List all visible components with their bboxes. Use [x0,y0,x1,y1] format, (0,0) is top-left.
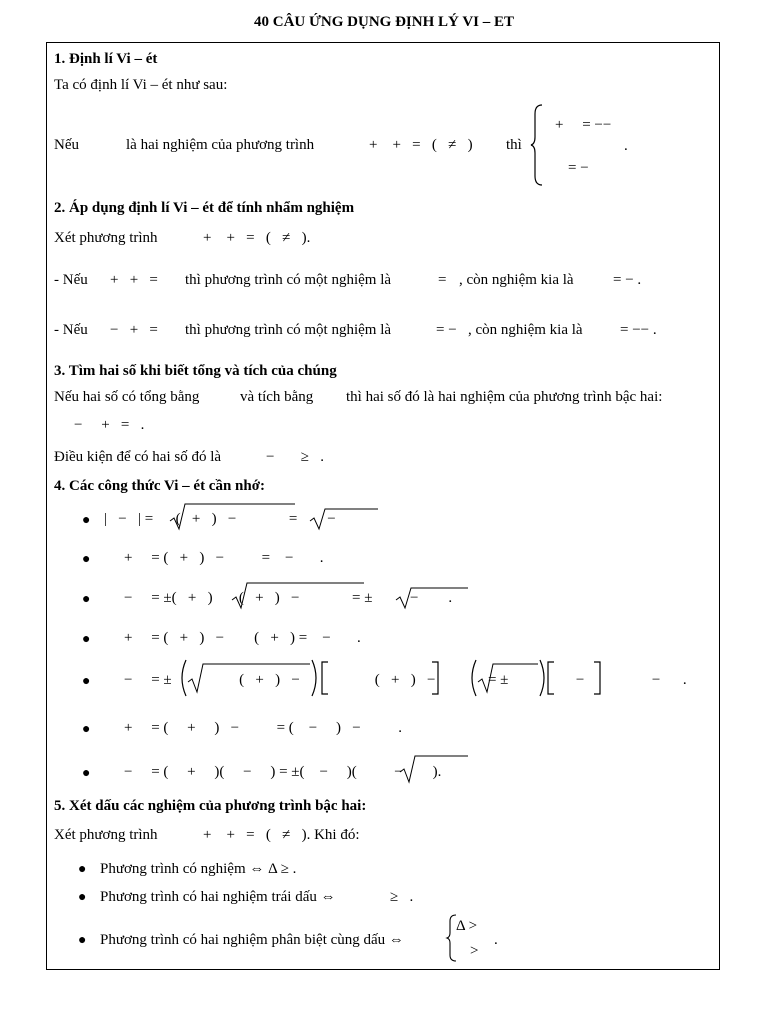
bullet-icon: ● [82,552,91,567]
case-1-root: = [438,272,447,288]
case-1-if: - Nếu [54,272,88,288]
section-1-mid-text: là hai nghiệm của phương trình [126,137,315,153]
sign-rule-3-text: Phương trình có hai nghiệm phân biệt cùng dấu ⇔ [100,932,404,948]
section-1-then: thì [506,137,522,153]
bullet-icon: ● [82,632,91,647]
case-2-other: , còn nghiệm kia là [468,322,583,338]
section-3-line-b: và tích bằng [240,389,314,405]
bracket-icon [178,658,618,698]
case-2-root: = − [436,322,457,338]
case-1-root2: = − . [613,272,642,288]
formula-6: + = ( + ) − = ( − ) − . [124,720,402,736]
formula-3: − = ±( + ) ( + ) − = ± − . [124,590,453,606]
section-5-consider: Xét phương trình [54,827,158,843]
formula-2: + = ( + ) − = − . [124,550,324,566]
page-title: 40 CÂU ỨNG DỤNG ĐỊNH LÝ VI – ET [253,14,515,30]
section-2-heading: 2. Áp dụng định lí Vi – ét để tính nhẩm nghiệm [54,200,355,216]
system-dot: . [624,138,628,154]
case-1-other: , còn nghiệm kia là [459,272,574,288]
bullet-icon: ● [82,722,91,737]
bullet-icon: ● [78,890,87,905]
case-2-condition: − + = [110,322,158,338]
section-2-equation: + + = ( ≠ ). [203,230,311,246]
formula-1: | − | = ( + ) − = − [104,511,336,527]
system-brace-icon [530,104,544,186]
section-5-equation: + + = ( ≠ ). Khi đó: [203,827,360,843]
bullet-icon: ● [78,933,87,948]
case-2-text: thì phương trình có một nghiệm là [185,322,392,338]
section-3-line-a: Nếu hai số có tổng bằng [54,389,200,405]
section-3-equation: − + = . [74,417,145,433]
case-2-if: - Nếu [54,322,88,338]
sqrt-icon [170,503,380,533]
formula-5: − = ± ( + ) − ( + ) − = ± − − . [124,672,687,688]
section-2-consider: Xét phương trình [54,230,158,246]
sign-rule-2-text: Phương trình có hai nghiệm trái dấu ⇔ [100,889,336,905]
sign-rule-3-dot: . [494,932,498,948]
section-3-heading: 3. Tìm hai số khi biết tổng và tích của chúng [54,363,337,379]
section-1-intro: Ta có định lí Vi – ét như sau: [54,77,228,93]
section-5-heading: 5. Xét dấu các nghiệm của phương trình bậc hai: [54,798,367,814]
case-1-text: thì phương trình có một nghiệm là [185,272,392,288]
bullet-icon: ● [82,592,91,607]
case-1-condition: + + = [110,272,158,288]
section-3-line-c: thì hai số đó là hai nghiệm của phương trình bậc hai: [346,389,663,405]
formula-4: + = ( + ) − ( + ) = − . [124,630,361,646]
section-3-condition-text: Điều kiện để có hai số đó là [54,449,222,465]
bullet-icon: ● [82,674,91,689]
section-1-heading: 1. Định lí Vi – ét [54,51,158,67]
case-2-root2: = −− . [620,322,657,338]
section-4-heading: 4. Các công thức Vi – ét cần nhớ: [54,478,266,494]
vieta-sum: + = −− [555,117,612,133]
sign-rule-1: Phương trình có nghiệm ⇔ Δ ≥ . [100,861,297,877]
sqrt-icon [400,752,480,786]
section-1-equation: + + = ( ≠ ) [369,137,473,153]
bullet-icon: ● [82,513,91,528]
sqrt-icon [232,582,472,612]
section-3-condition: − ≥ . [266,449,324,465]
section-1-if: Nếu [54,137,79,153]
bullet-icon: ● [78,862,87,877]
bullet-icon: ● [82,766,91,781]
sign-rule-3-product: > [470,943,479,959]
sign-rule-2-condition: ≥ . [390,889,414,905]
vieta-product: = − [568,160,589,176]
formula-7: − = ( + )( − ) = ±( − )( − ). [124,764,442,780]
sign-rule-3-delta: Δ > [456,918,478,934]
